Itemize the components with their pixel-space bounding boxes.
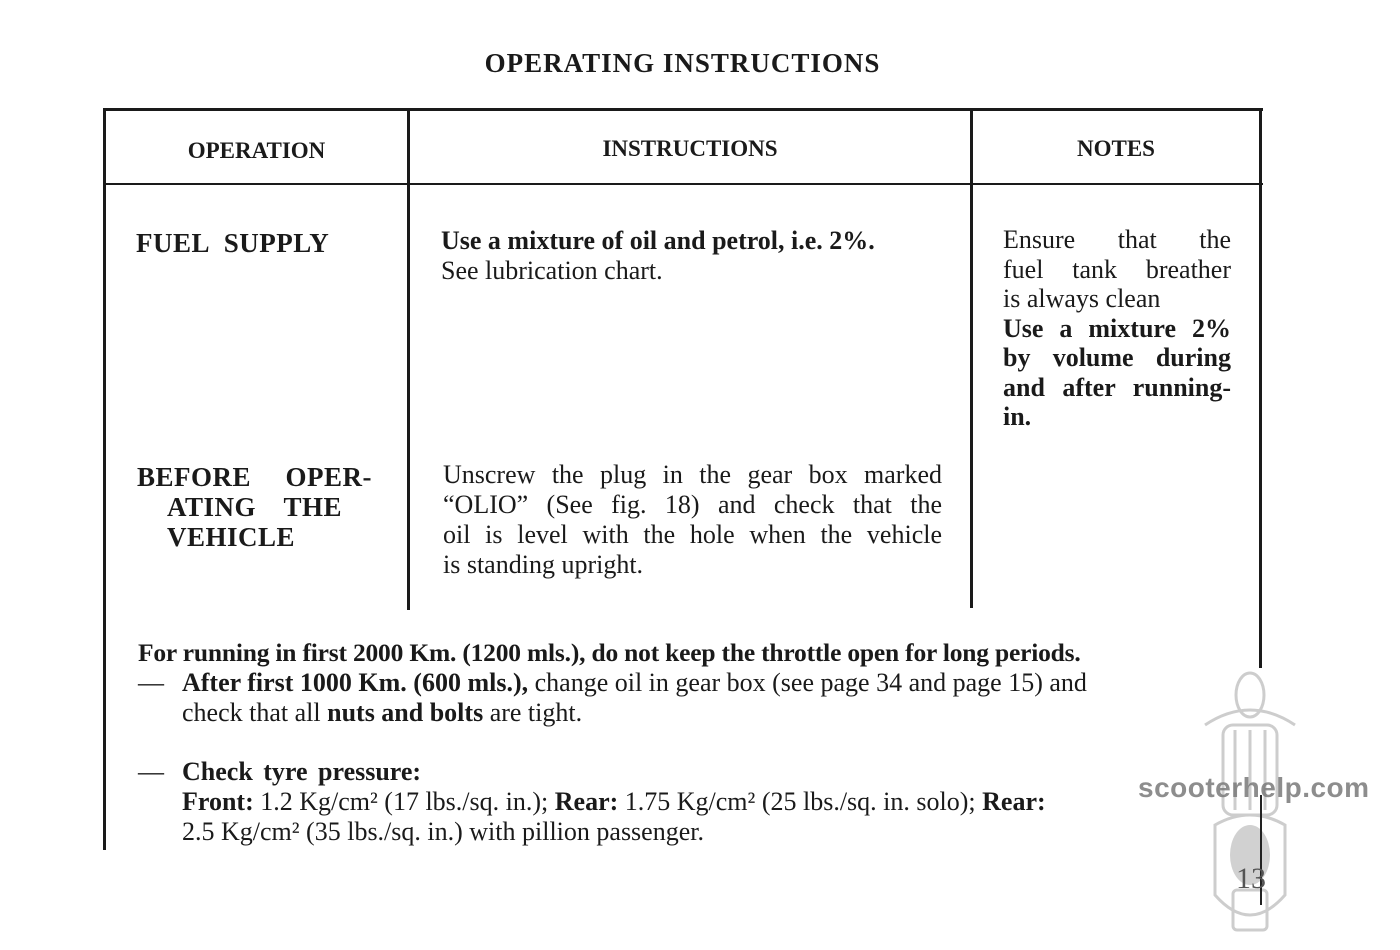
page-title: OPERATING INSTRUCTIONS <box>484 48 881 78</box>
operation-line: BEFORE OPER- <box>137 462 372 492</box>
after-first-1000-text: change oil in gear box (see page 34 and page 15) and <box>528 668 1087 697</box>
operation-fuel-supply: FUEL SUPPLY <box>136 228 330 258</box>
rear-value: 1.75 Kg/cm² (25 lbs./sq. in. solo); <box>618 787 983 816</box>
after-first-1000-label: After first 1000 Km. (600 mls.), <box>182 668 529 697</box>
notes-line: and after running- <box>1003 372 1231 402</box>
operation-line: VEHICLE <box>167 522 296 552</box>
front-value: 1.2 Kg/cm² (17 lbs./sq. in.); <box>253 787 555 816</box>
notes-fuel-supply <box>1003 225 1231 432</box>
header-notes: NOTES <box>1077 136 1155 161</box>
dash-bullet: — <box>138 757 164 786</box>
pillion-value: 2.5 Kg/cm² (35 lbs./sq. in.) with pillion passenger. <box>182 817 704 846</box>
column-divider-1 <box>407 108 410 610</box>
front-label: Front: <box>182 787 254 816</box>
table-top-border <box>103 108 1263 111</box>
header-operation: OPERATION <box>187 138 326 163</box>
notes-line: in. <box>1003 402 1032 431</box>
rear-label: Rear: <box>554 787 619 816</box>
instruction-mixture-text: Use a mixture of oil and petrol, i.e. 2%. <box>441 226 875 255</box>
instruction-line: oil is level with the hole when the vehicle <box>443 520 942 549</box>
tyre-pressure-note <box>138 757 1233 847</box>
notes-line: Ensure that the <box>1003 225 1231 254</box>
instructions-before-operating <box>443 460 942 580</box>
notes-line: is always clean <box>1003 284 1161 313</box>
table-left-border <box>103 108 106 850</box>
instructions-fuel-supply <box>441 226 946 286</box>
after-first-1000-note <box>138 668 1233 728</box>
table-header-divider <box>103 183 1263 185</box>
operation-line: ATING THE <box>167 492 342 522</box>
instruction-lubrication-text: See lubrication chart. <box>441 256 663 285</box>
nuts-bolts-text: nuts and bolts <box>327 698 484 727</box>
check-text: check that all <box>182 698 328 727</box>
instruction-line: is standing upright. <box>443 550 644 579</box>
table-right-border <box>1259 108 1262 668</box>
rear-label-2: Rear: <box>982 787 1046 816</box>
notes-line: by volume during <box>1003 343 1231 372</box>
instruction-line: Unscrew the plug in the gear box marked <box>443 460 942 489</box>
running-in-warning: For running in first 2000 Km. (1200 mls.), do not keep the throttle open for long periods. <box>138 638 1081 667</box>
instruction-line: “OLIO” (See fig. 18) and check that the <box>443 490 942 519</box>
operation-before-operating <box>137 462 372 552</box>
dash-bullet: — <box>138 668 164 697</box>
column-divider-2 <box>970 108 973 608</box>
notes-line: fuel tank breather <box>1003 254 1231 284</box>
tyre-pressure-heading: Check tyre pressure: <box>182 757 422 786</box>
notes-line: Use a mixture 2% <box>1003 313 1231 343</box>
header-instructions: INSTRUCTIONS <box>602 136 778 161</box>
tight-text: are tight. <box>483 698 583 727</box>
watermark-text: scooterhelp.com <box>1138 772 1370 803</box>
page-number: 13 <box>1236 862 1266 895</box>
